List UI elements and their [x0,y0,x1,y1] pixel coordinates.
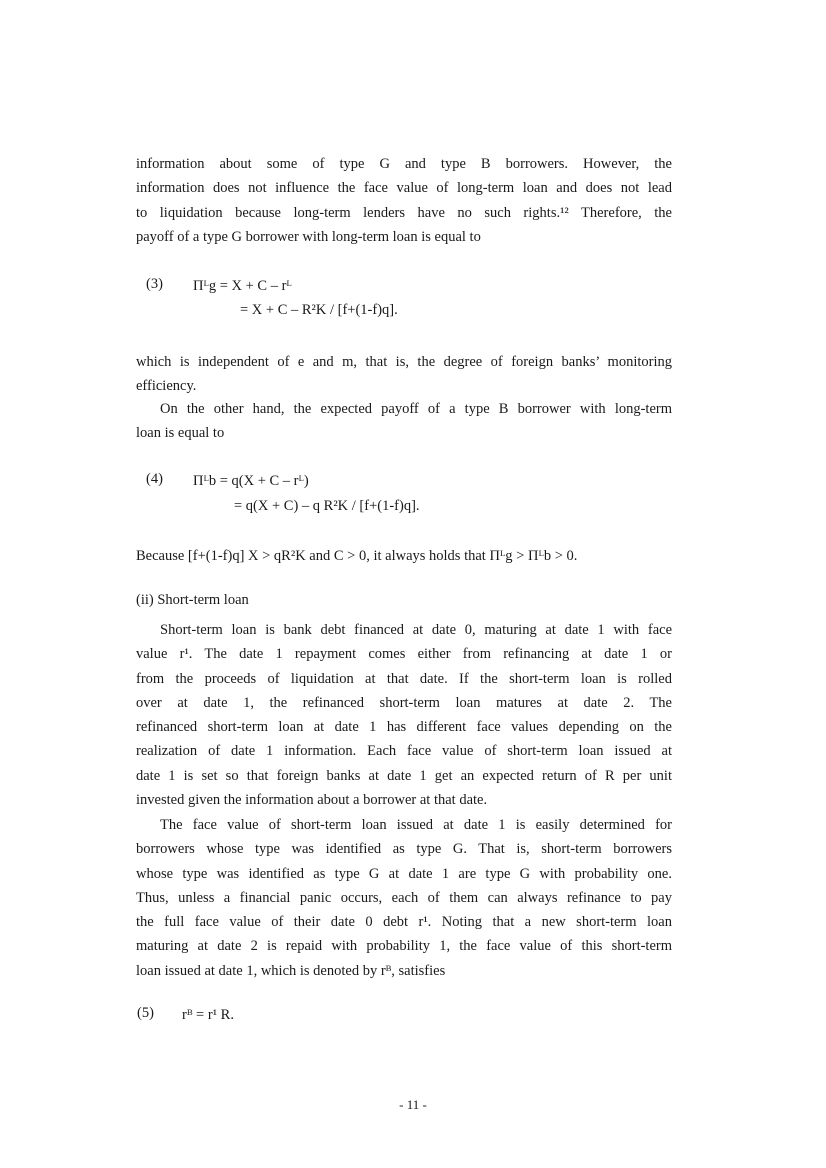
text-line: Short-term loan is bank debt financed at date 0, maturing at date 1 with face [160,622,672,638]
text-line: over at date 1, the refinanced short-term loan matures at date 2. The [136,694,672,711]
equation-3-line-2: = X + C – R²K / [f+(1-f)q]. [240,302,398,318]
section-heading: (ii) Short-term loan [136,592,249,608]
text-line: information about some of type G and type B borrowers. However, the [136,156,672,172]
equation-3-number: (3) [146,276,163,292]
paragraph-1 [136,152,672,249]
text-line: maturing at date 2 is repaid with probability 1, the face value of this short-term [136,938,672,955]
page-number: - 11 - [399,1097,427,1112]
text-line: borrowers whose type was identified as type G. That is, short-term borrowers [136,841,672,858]
text-line: Because [f+(1-f)q] X > qR²K and C > 0, it always holds that Πᴸg > Πᴸb > 0. [136,548,578,564]
paragraph-2 [136,350,672,399]
text-line: from the proceeds of liquidation at that date. If the short-term loan is rolled [136,670,672,687]
text-line: date 1 is set so that foreign banks at date 1 get an expected return of R per unit [136,767,672,784]
text-line: refinanced short-term loan at date 1 has different face values depending on the [136,719,672,736]
equation-4-number: (4) [146,471,163,487]
text-line: to liquidation because long-term lenders have no such rights.¹² Therefore, the [136,204,672,221]
text-line: information does not influence the face value of long-term loan and does not lead [136,180,672,197]
equation-5-line-1: rᴮ = r¹ R. [182,1007,234,1023]
text-line: payoff of a type G borrower with long-term loan is equal to [136,228,481,245]
text-line: the full face value of their date 0 debt r¹. Noting that a new short-term loan [136,914,672,931]
text-line: which is independent of e and m, that is, the degree of foreign banks’ monitoring [136,354,672,370]
text-line: loan is equal to [136,425,225,442]
equation-4-line-1: Πᴸb = q(X + C – rᴸ) [193,473,309,489]
text-line: On the other hand, the expected payoff of a type B borrower with long-term [160,401,672,417]
equation-4-line-2: = q(X + C) – q R²K / [f+(1-f)q]. [234,498,420,514]
paragraph-4 [136,544,672,568]
text-line: invested given the information about a borrower at that date. [136,792,488,809]
paragraph-6 [136,813,672,983]
paragraph-3 [136,397,672,446]
equation-3-line-1: Πᴸg = X + C – rᴸ [193,278,292,294]
text-line: whose type was identified as type G at date 1 are type G with probability one. [136,865,672,882]
text-line: loan issued at date 1, which is denoted by rᴮ, satisfies [136,962,446,979]
text-line: The face value of short-term loan issued at date 1 is easily determined for [160,817,672,833]
text-line: Thus, unless a financial panic occurs, each of them can always refinance to pay [136,889,672,906]
text-line: realization of date 1 information. Each face value of short-term loan issued at [136,743,672,760]
equation-5-number: (5) [137,1005,154,1021]
text-line: efficiency. [136,378,197,395]
paragraph-5 [136,618,672,812]
text-line: value r¹. The date 1 repayment comes either from refinancing at date 1 or [136,646,672,663]
